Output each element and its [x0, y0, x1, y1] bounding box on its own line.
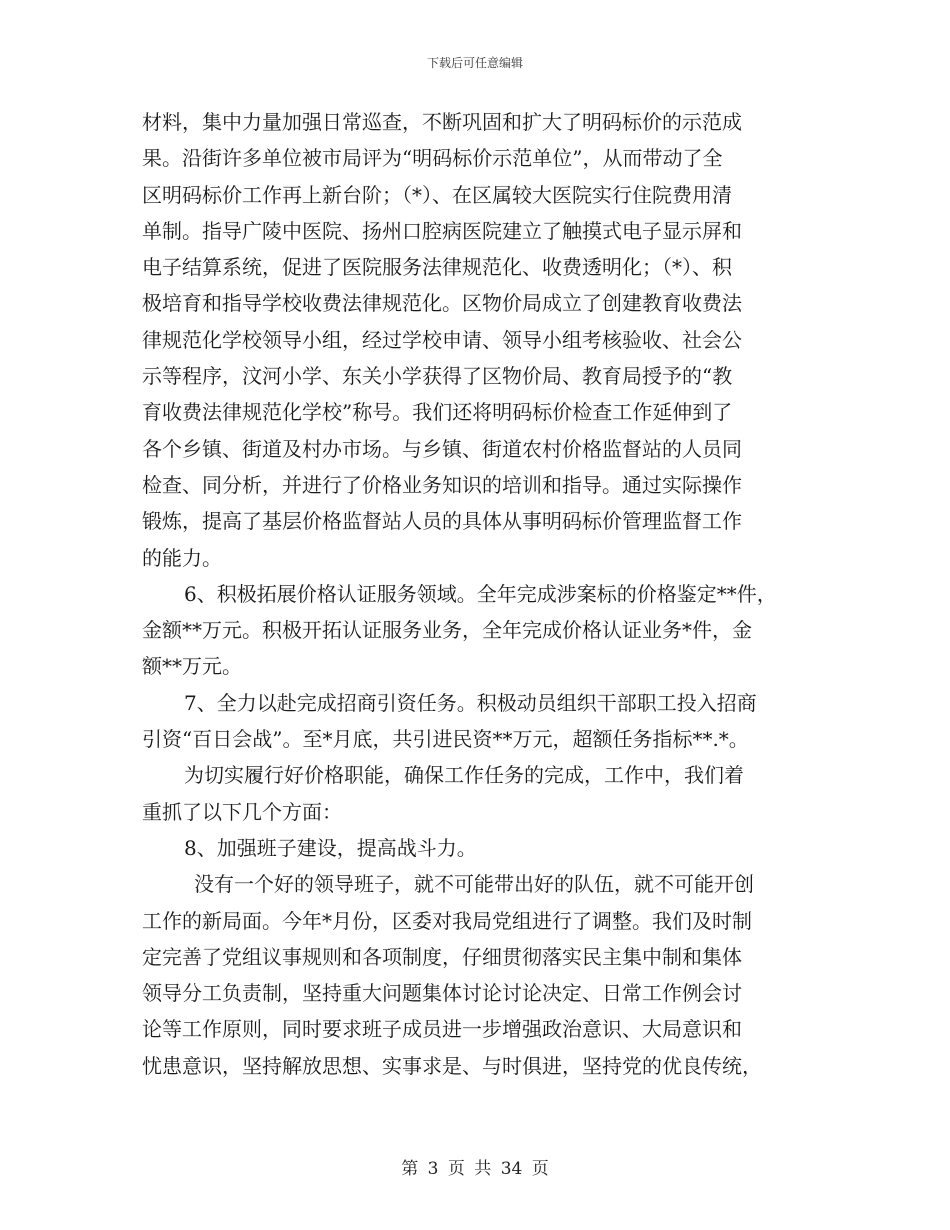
text-line: 单制。指导广陵中医院、扬州口腔病医院建立了触摸式电子显示屏和: [142, 218, 742, 243]
text-line: 锻炼，提高了基层价格监督站人员的具体从事明码标价管理监督工作: [142, 509, 742, 534]
section-8-heading: 8、加强班子建设，提高战斗力。: [184, 835, 477, 860]
text-line: 定完善了党组议事规则和各项制度，仔细贯彻落实民主集中制和集体: [142, 944, 742, 969]
text-line: 检查、同分析，并进行了价格业务知识的培训和指导。通过实际操作: [142, 472, 742, 497]
page-footer: 第 3 页 共 34 页: [401, 1159, 549, 1179]
text-line: 区明码标价工作再上新台阶；（*）、在区属较大医院实行住院费用清: [142, 182, 732, 207]
text-line: 示等程序，汶河小学、东关小学获得了区物价局、教育局授予的“教: [142, 364, 733, 389]
text-line: 领导分工负责制，坚持重大问题集体讨论讨论决定、日常工作例会讨: [142, 981, 742, 1006]
text-line: 各个乡镇、街道及村办市场。与乡镇、街道农村价格监督站的人员同: [142, 436, 742, 461]
paragraph-start: 为切实履行好价格职能，确保工作任务的完成，工作中，我们着: [184, 763, 744, 788]
document-body: [142, 104, 812, 1084]
page-header: 下载后可任意编辑: [426, 56, 523, 70]
section-7-heading: 7、全力以赴完成招商引资任务。积极动员组织干部职工投入招商: [184, 690, 757, 715]
text-line: 重抓了以下几个方面：: [142, 799, 342, 824]
text-line: 极培育和指导学校收费法律规范化。区物价局成立了创建教育收费法: [142, 291, 742, 316]
text-line: 论等工作原则，同时要求班子成员进一步增强政治意识、大局意识和: [142, 1017, 742, 1042]
text-line: 电子结算系统，促进了医院服务法律规范化、收费透明化；（*）、积: [142, 255, 732, 280]
section-6-heading: 6、积极拓展价格认证服务领域。全年完成涉案标的价格鉴定**件，: [184, 581, 777, 606]
paragraph-start: 没有一个好的领导班子，就不可能带出好的队伍，就不可能开创: [194, 872, 754, 897]
text-line: 额**万元。: [142, 654, 242, 679]
text-line: 律规范化学校领导小组，经过学校申请、领导小组考核验收、社会公: [142, 327, 742, 352]
text-line: 金额**万元。积极开拓认证服务业务，全年完成价格认证业务*件，金: [142, 618, 752, 643]
text-line: 果。沿街许多单位被市局评为“明码标价示范单位”，从而带动了全: [142, 146, 723, 171]
text-line: 引资“百日会战”。至*月底，共引进民资**万元，超额任务指标**.*。: [142, 727, 749, 752]
text-line: 工作的新局面。今年*月份，区委对我局党组进行了调整。我们及时制: [142, 908, 752, 933]
text-line: 的能力。: [142, 545, 222, 570]
text-line: 材料，集中力量加强日常巡查，不断巩固和扩大了明码标价的示范成: [142, 110, 742, 134]
text-line: 育收费法律规范化学校”称号。我们还将明码标价检查工作延伸到了: [142, 400, 733, 425]
text-line: 忧患意识，坚持解放思想、实事求是、与时俱进，坚持党的优良传统，: [142, 1053, 762, 1078]
